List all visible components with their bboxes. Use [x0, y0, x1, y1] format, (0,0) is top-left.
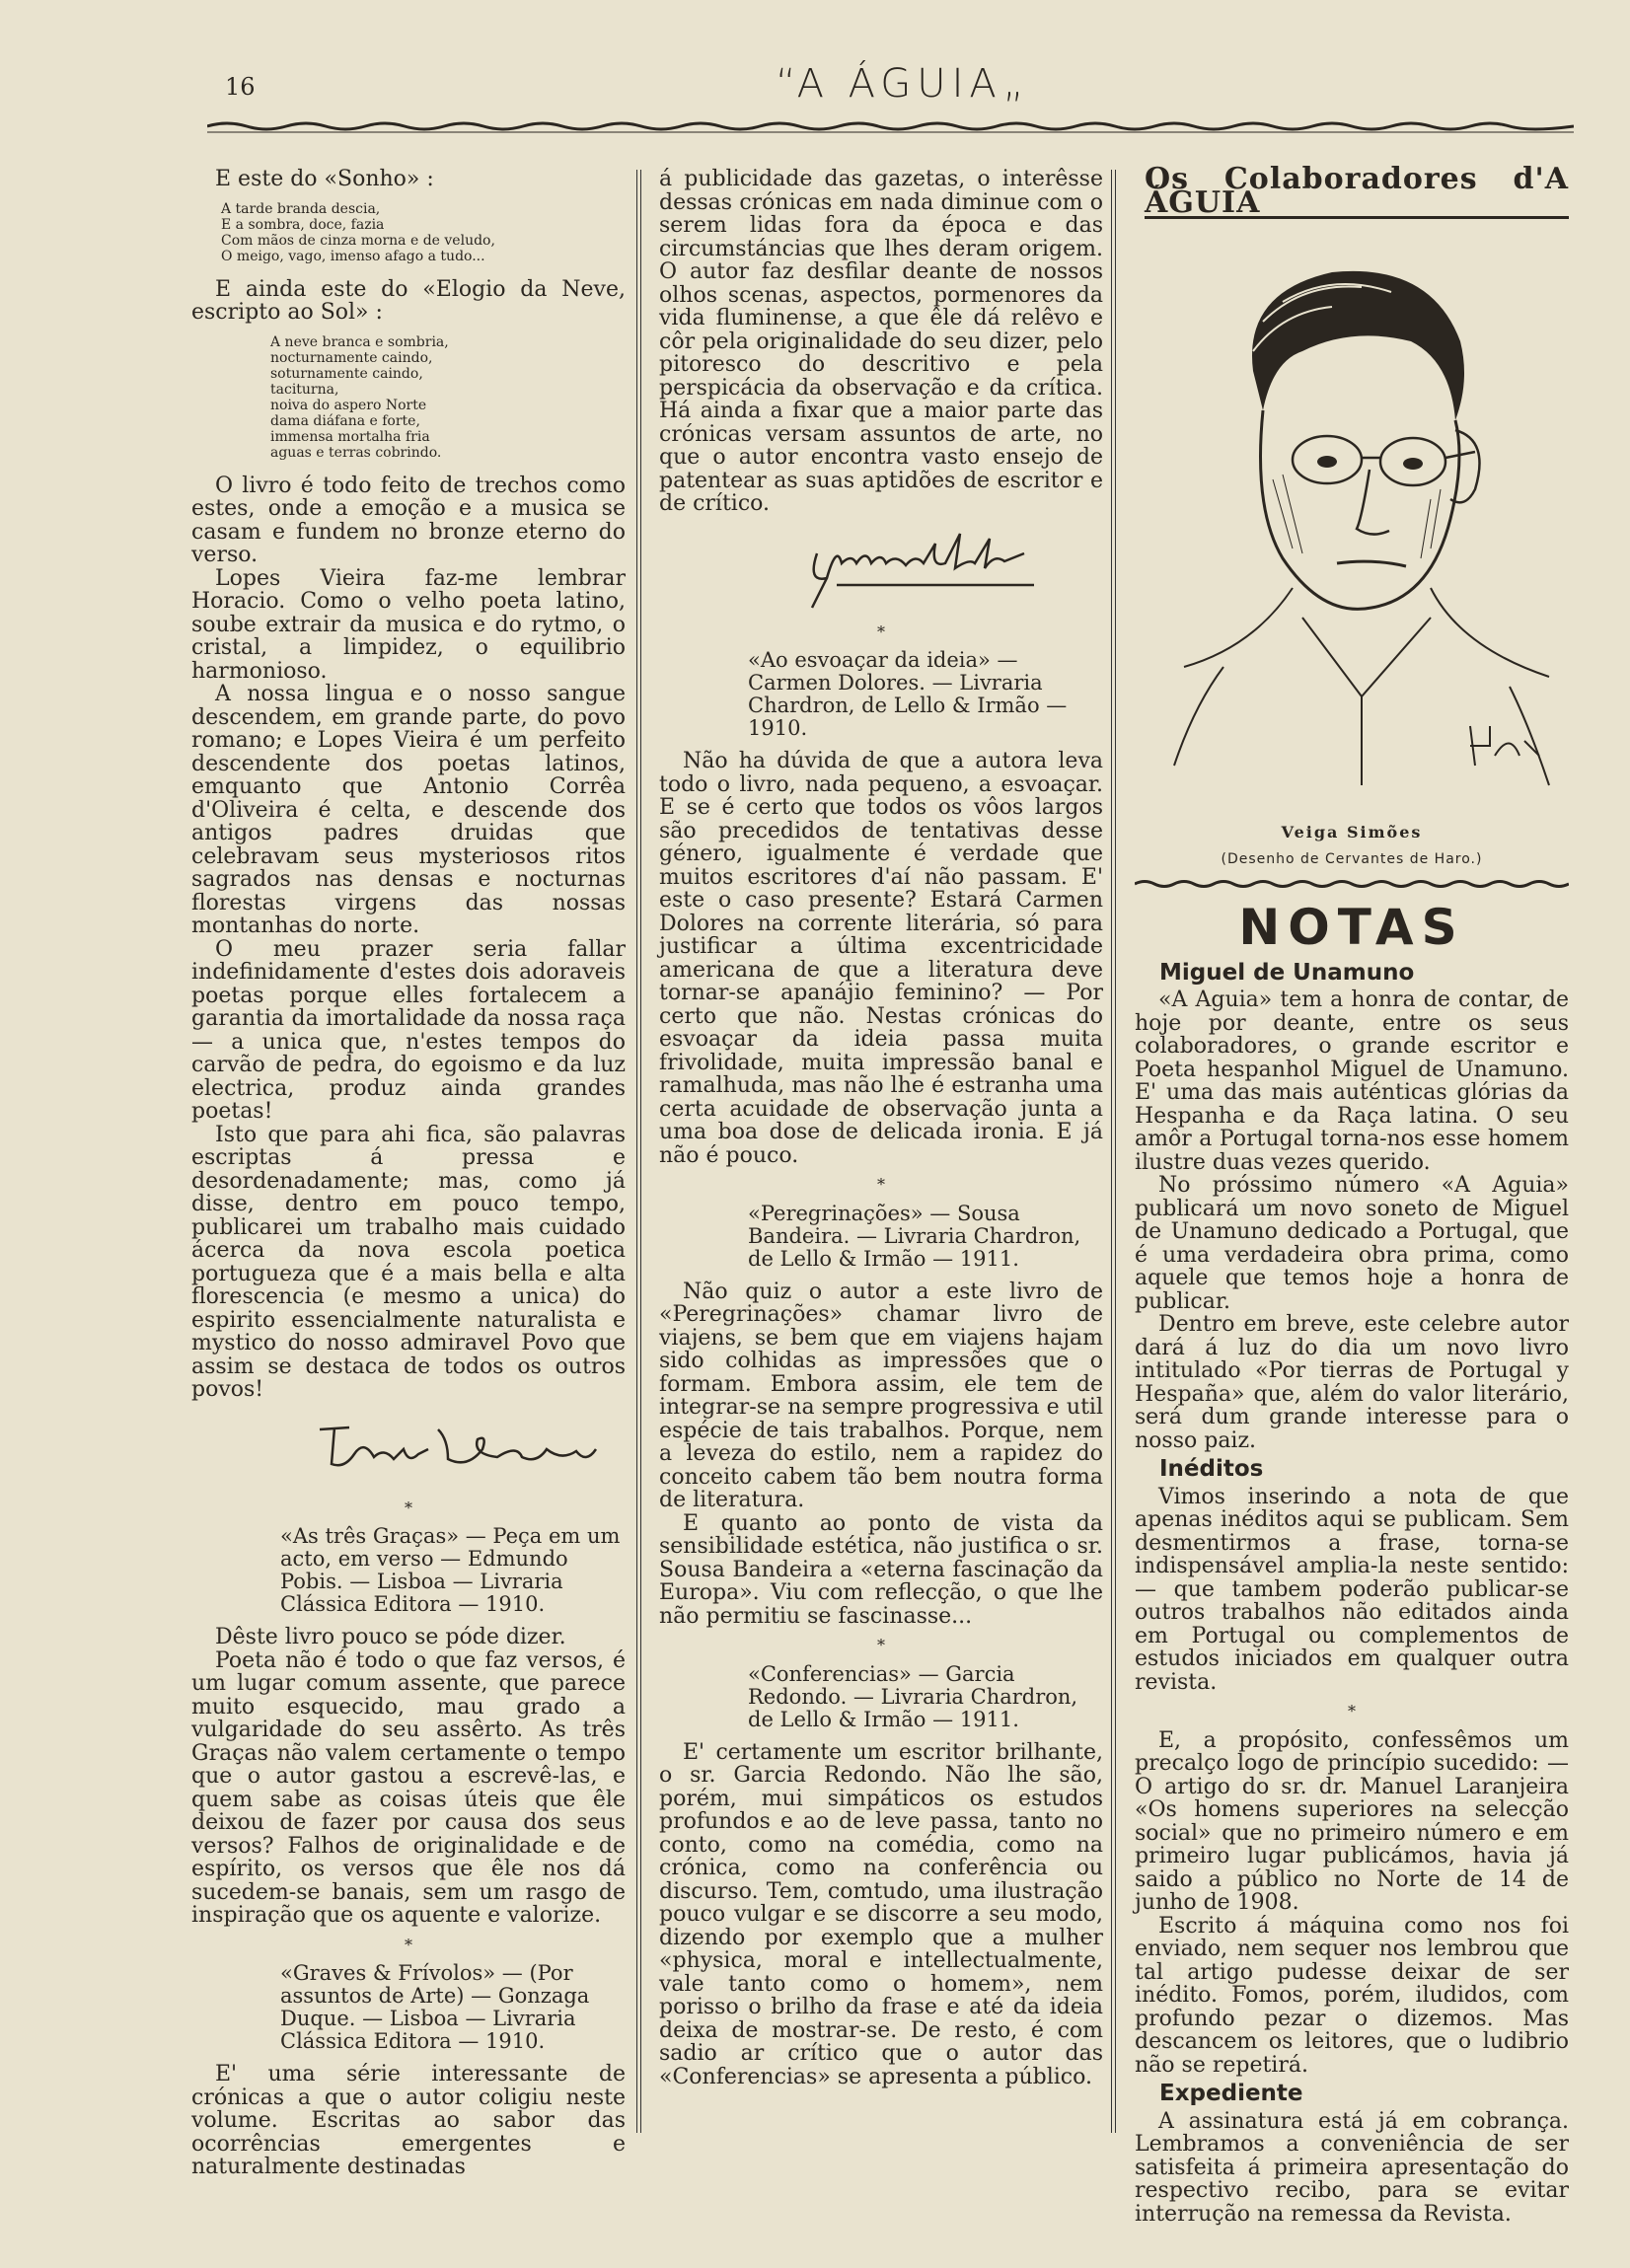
section-star: *: [877, 1636, 885, 1654]
signature-teixeira-pascoaes: [191, 1410, 626, 1489]
paragraph: No próssimo número «A Aguia» publicará um novo soneto de Miguel de Unamuno dedicado a Portugal, que é uma verdadeira obra prima, como aquele que temos hoje a honra de publicar.: [1135, 1173, 1569, 1314]
verse-line: Com mãos de cinza morna e de veludo,: [221, 232, 495, 249]
paragraph: E este do «Sonho» :: [215, 167, 434, 191]
paragraph: Escrito á máquina como nos foi enviado, nem sequer nos lembrou que tal artigo pudesse deixar de ser inédito. Fomos, porém, iludidos, com profundo pezar o dizemos. Mas descancem os leitores, que o ludibrio não se repetirá.: [1135, 1913, 1569, 2078]
column-left: [191, 168, 626, 2179]
verse-line: noiva do aspero Norte: [270, 397, 427, 413]
verse-line: dama diáfana e forte,: [270, 412, 420, 429]
verse-line: O meigo, vago, imenso afago a tudo...: [221, 248, 485, 264]
section-star: *: [877, 1175, 885, 1194]
section-star: *: [405, 1935, 412, 1954]
paragraph: E, a propósito, confessêmos um precalço logo de princípio sucedido: — O artigo do sr. dr. Manuel Laranjeira «Os homens superiores na selecção social» que no primeiro número e em primeiro lugar publicámos, havia já saido a público no Norte de 14 de junho de 1908.: [1135, 1727, 1569, 1915]
paragraph: E' uma série interessante de crónicas a que o autor coligiu neste volume. Escritas ao sabor das ocorrências emergentes e naturalmente destinadas: [191, 2062, 626, 2179]
review-heading: «Conferencias» — Garcia Redondo. — Livraria Chardron, de Lello & Irmão — 1911.: [748, 1661, 1078, 1731]
review-heading: «Peregrinações» — Sousa Bandeira. — Livraria Chardron, de Lello & Irmão — 1911.: [748, 1201, 1081, 1271]
verse-line: soturnamente caindo,: [270, 365, 423, 382]
collaborators-title: Os Colaboradores d'A ÁGUIA: [1145, 162, 1569, 220]
section-heading: Miguel de Unamuno: [1159, 959, 1415, 986]
section-star: *: [1348, 1702, 1356, 1720]
paragraph: Dentro em breve, este celebre autor dará á luz do dia um novo livro intitulado «Por tierras de Portugal y Hespaña» que, além do valor literário, será dum grande interesse para o nosso paiz.: [1135, 1312, 1569, 1453]
ornamental-rule: [207, 116, 1574, 136]
paragraph: E' certamente um escritor brilhante, o sr. Garcia Redondo. Não lhe são, porém, mui simpáticos os estudos profundos e ao de leve passa, tanto no conto, como na comédia, como na crónica, como na conferência ou discurso. Tem, comtudo, uma ilustração pouco vulgar e se discorre a seu modo, dizendo por exemplo que a mulher «physica, moral e intellectualmente, vale tanto como o homem», nem porisso o brilho da frase e até da ideia deixa de mostrar-se. De resto, é com sadio ar crítico que o autor das «Conferencias» se apresenta a público.: [659, 1739, 1103, 2089]
portrait-caption: Veiga Simões: [1281, 823, 1423, 841]
signature-jaime-cortesao: [659, 524, 1103, 613]
portrait-drawing: [1135, 233, 1569, 815]
paragraph: «A Aguia» tem a honra de contar, de hoje por deante, entre os seus colaboradores, o grande escritor e Poeta hespanhol Miguel de Unamuno. E' uma das mais auténticas glórias da Hespanha e da Raça latina. O seu amôr a Portugal torna-nos esse homem ilustre duas vezes querido.: [1135, 988, 1569, 1175]
section-heading: Inéditos: [1159, 1456, 1264, 1482]
page-number: 16: [225, 73, 256, 101]
review-heading: «Ao esvoaçar da ideia» — Carmen Dolores. — Livraria Chardron, de Lello & Irmão — 1910.: [748, 648, 1068, 740]
paragraph: Vimos inserindo a nota de que apenas inéditos aqui se publicam. Sem desmentirmos a frase, torna-se indispensável amplia-la neste sentido: — que tambem poderão publicar-se outros trabalhos não editados ainda em Portugal ou complementos de estudos iniciados em qualquer outra revista.: [1135, 1484, 1569, 1695]
paragraph: á publicidade das gazetas, o interêsse dessas crónicas em nada diminue com o serem lidas fora da época e das circumstáncias que lhes deram origem. O autor faz desfilar deante de nossos olhos scenas, aspectos, pormenores da vida fluminense, a que êle dá relêvo e côr pela originalidade do seu dizer, pelo pitoresco do descritivo e pela perspicácia da observação e da crítica. Há ainda a fixar que a maior parte das crónicas versam assuntos de arte, no que o autor encontra vasto ensejo de patentear as suas aptidões de escritor e de crítico.: [659, 167, 1103, 516]
paragraph: Não ha dúvida de que a autora leva todo o livro, nada pequeno, a esvoaçar. E se é certo que todos os vôos largos são precedidos de tentativas desse género, igualmente é verdade que muitos escritores d'aí não passam. E' este o caso presente? Estará Carmen Dolores na corrente literária, só para justificar a última excentricidade americana de que a literatura deve tornar-se apanájio feminino? — Por certo que não. Nestas crónicas do esvoaçar da ideia passa muita frivolidade, muita impressão banal e ramalhuda, mas não lhe é estranha uma certa acuidade de observação junta a uma boa dose de delicada ironia. E já não é pouco.: [659, 749, 1103, 1168]
paragraph: Lopes Vieira faz-me lembrar Horacio. Como o velho poeta latino, soube extrair da musica e do rytmo, o cristal, a limpidez, o equilibrio harmonioso.: [191, 565, 626, 684]
paragraph: A assinatura está já em cobrança. Lembramos a conveniência de ser satisfeita á primeira apresentação do respectivo recibo, para se evitar interrução na remessa da Revista.: [1135, 2108, 1569, 2227]
paragraph: Não quiz o autor a este livro de «Peregrinações» chamar livro de viajens, se bem que em viajens hajam sido colhidas as impressões que o formam. Embora assim, ele tem de integrar-se na sempre progressiva e util espécie de tais trabalhos. Porque, nem a leveza do estilo, nem a rapidez do conceito cabem tão bem noutra forma de literatura.: [659, 1279, 1103, 1512]
paragraph: Poeta não é todo o que faz versos, é um lugar comum assente, que parece muito esquecido, mau grado a vulgaridade do seu assêrto. As três Graças não valem certamente o tempo que o autor gastou a escrevê-las, e quem sabe as coisas úteis que êle deixou de fazer por causa dos seus versos? Falhos de originalidade e de espírito, os versos que êle nos dá sucedem-se banais, sem um rasgo de inspiração que os aquente e valorize.: [191, 1647, 626, 1928]
verse-line: nocturnamente caindo,: [270, 349, 433, 366]
paragraph: E ainda este do «Elogio da Neve, escripto ao Sol» :: [191, 276, 626, 325]
paragraph: Dêste livro pouco se póde dizer.: [215, 1625, 566, 1649]
verse-line: A tarde branda descia,: [221, 200, 381, 217]
verse-line: A neve branca e sombria,: [270, 333, 449, 350]
portrait-credit: (Desenho de Cervantes de Haro.): [1221, 850, 1483, 867]
paragraph: O livro é todo feito de trechos como estes, onde a emoção e a musica se casam e fundem no bronze eterno do verso.: [191, 473, 626, 567]
paragraph: Isto que para ahi fica, são palavras escriptas á pressa e desordenadamente; mas, como já disse, dentro em pouco tempo, publicarei um trabalho mais cuidado ácerca da nova escola poetica portugueza que é a mais bella e alta florescencia (e mesmo a unica) do espirito essencialmente naturalista e mystico do nosso admiravel Povo que assim se destaca de todos os outros povos!: [191, 1122, 626, 1402]
verse-line: aguas e terras cobrindo.: [270, 444, 442, 461]
review-heading: «As três Graças» — Peça em um acto, em verso — Edmundo Pobis. — Lisboa — Livraria Clássica Editora — 1910.: [280, 1524, 621, 1616]
verse-line: taciturna,: [270, 381, 339, 398]
paragraph: A nossa lingua e o nosso sangue descendem, em grande parte, do povo romano; e Lopes Vieira é um perfeito descendente dos poetas latinos, emquanto que Antonio Corrêa d'Oliveira é celta, e descende dos antigos padres druidas que celebravam seus mysteriosos ritos sagrados nas densas e nocturnas florestas virgens das nossas montanhas do norte.: [191, 682, 626, 938]
verse-line: immensa mortalha fria: [270, 428, 430, 445]
verse-block: [221, 201, 626, 264]
section-star: *: [405, 1498, 412, 1517]
column-rule: [1111, 170, 1117, 2133]
review-heading: «Graves & Frívolos» — (Por assuntos de Arte) — Gonzaga Duque. — Lisboa — Livraria Clássica Editora — 1910.: [280, 1961, 590, 2053]
verse-line: E a sombra, doce, fazia: [221, 216, 385, 233]
ornamental-rule: [1135, 877, 1569, 891]
column-right: [1135, 162, 1569, 2227]
section-heading: Expediente: [1159, 2081, 1303, 2106]
column-middle: [659, 168, 1103, 2088]
paragraph: E quanto ao ponto de vista da sensibilidade estética, não justifica o sr. Sousa Bandeira a «eterna fascinação da Europa». Viu com reflecção, o que lhe não permitiu se fascinasse...: [659, 1510, 1103, 1629]
running-head: “A ÁGUIA„: [776, 61, 1030, 107]
notas-title: NOTAS: [1238, 898, 1465, 956]
column-rule: [636, 170, 642, 2133]
verse-block: [270, 334, 626, 461]
section-star: *: [877, 622, 885, 641]
paragraph: O meu prazer seria fallar indefinidamente d'estes dois adoraveis poetas porque elles fortalecem a garantia da imortalidade da nossa raça — a unica que, n'estes tempos do carvão de pedra, do egoismo e da luz electrica, produz ainda grandes poetas!: [191, 936, 626, 1124]
